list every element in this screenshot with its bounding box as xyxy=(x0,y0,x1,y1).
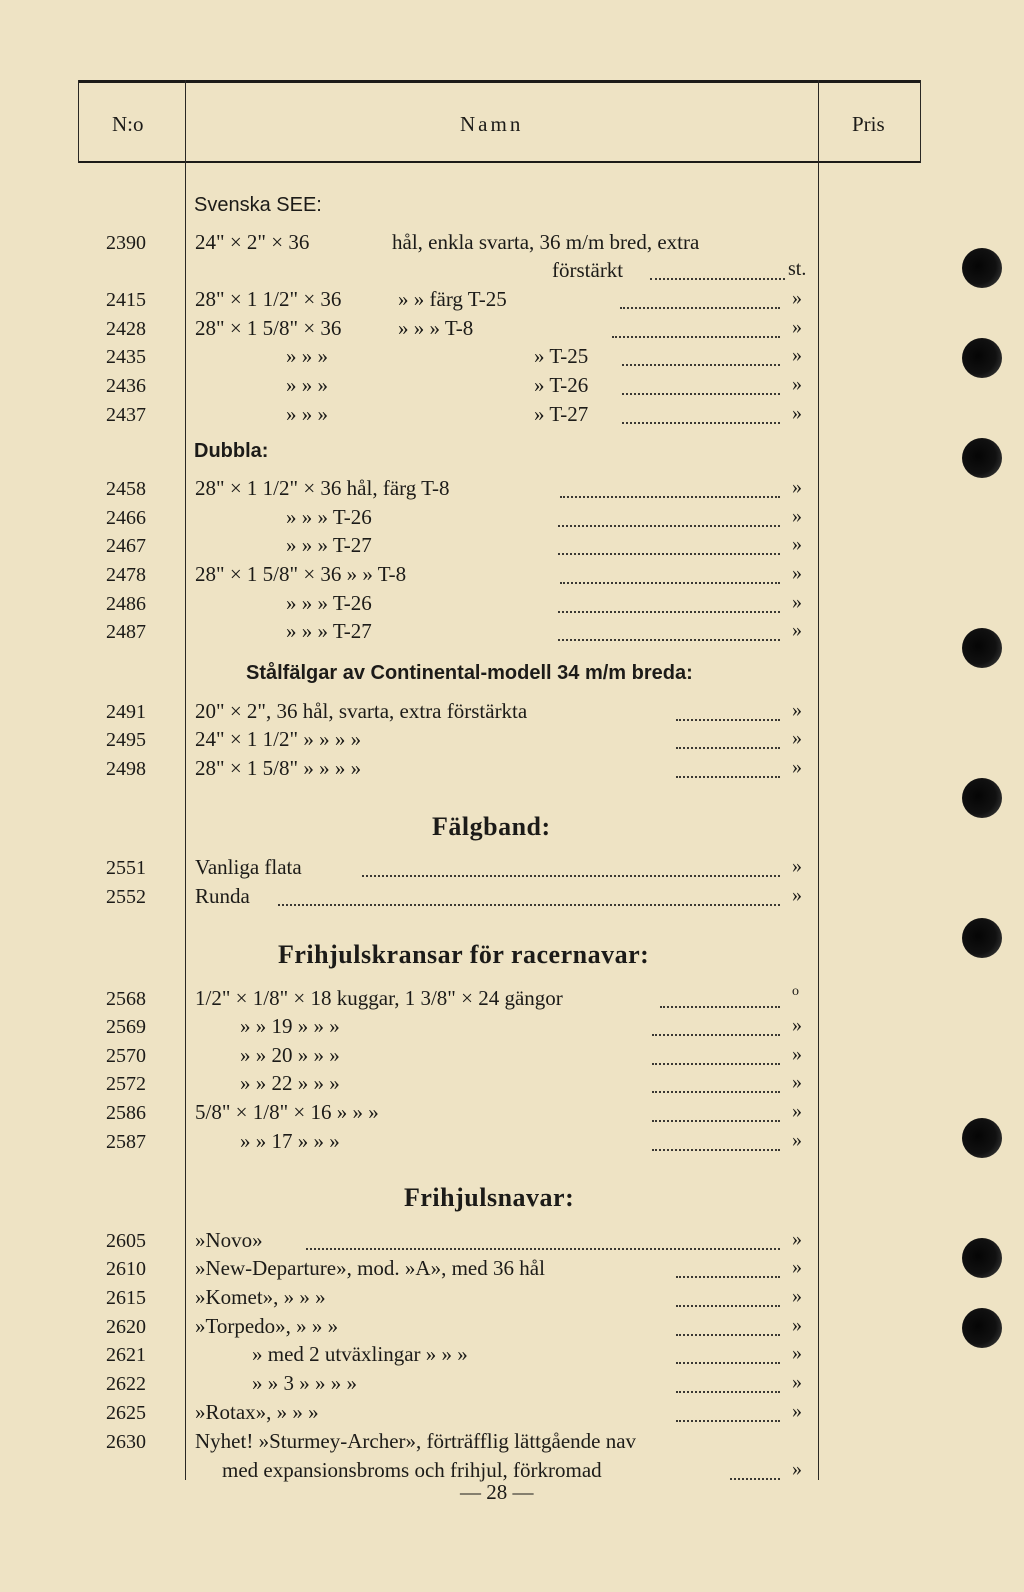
col-line-name xyxy=(818,80,819,1480)
leader-dots xyxy=(676,1418,780,1422)
item-price: » xyxy=(792,402,802,424)
item-number: 2436 xyxy=(106,375,146,397)
item-desc: » » » T-8 xyxy=(398,316,474,340)
leader-dots xyxy=(558,523,780,527)
col-line-right xyxy=(920,80,921,163)
section-falgband: Fälgband: xyxy=(432,812,551,841)
item-price: » xyxy=(792,884,802,906)
leader-dots xyxy=(558,551,780,555)
section-frihjulskransar: Frihjulskransar för racernavar: xyxy=(278,940,650,969)
leader-dots xyxy=(622,391,780,395)
item-name: »Rotax», » » » xyxy=(195,1400,319,1424)
item-price: » xyxy=(792,1256,802,1278)
item-name: » » » T-27 xyxy=(286,533,372,557)
item-price: » xyxy=(792,505,802,527)
item-name: » » » T-26 xyxy=(286,505,372,529)
item-desc: » T-25 xyxy=(534,344,589,368)
punch-hole xyxy=(962,1308,1002,1348)
leader-dots xyxy=(676,1274,780,1278)
leader-dots xyxy=(676,774,780,778)
punch-hole xyxy=(962,248,1002,288)
item-price: » xyxy=(792,316,802,338)
header-price: Pris xyxy=(852,112,885,136)
item-number: 2625 xyxy=(106,1402,146,1424)
item-name: 1/2" × 1/8" × 18 kuggar, 1 3/8" × 24 gängor xyxy=(195,986,563,1010)
leader-dots xyxy=(676,1332,780,1336)
leader-dots xyxy=(560,494,780,498)
leader-dots xyxy=(362,873,780,877)
item-price: » xyxy=(792,476,802,498)
item-desc: » T-27 xyxy=(534,402,589,426)
leader-dots xyxy=(278,902,780,906)
item-number: 2610 xyxy=(106,1258,146,1280)
item-name: 28" × 1 1/2" × 36 hål, färg T-8 xyxy=(195,476,450,500)
col-line-no xyxy=(185,80,186,1480)
item-name: » » 22 » » » xyxy=(240,1071,340,1095)
item-number: 2569 xyxy=(106,1016,146,1038)
item-desc: » » färg T-25 xyxy=(398,287,507,311)
item-number: 2491 xyxy=(106,701,146,723)
leader-dots xyxy=(676,745,780,749)
item-number: 2620 xyxy=(106,1316,146,1338)
leader-dots xyxy=(558,609,780,613)
leader-dots xyxy=(560,580,780,584)
item-number: 2586 xyxy=(106,1102,146,1124)
item-price: » xyxy=(792,1100,802,1122)
item-price: o xyxy=(792,984,799,999)
item-name: » » » T-27 xyxy=(286,619,372,643)
item-name: 28" × 1 5/8" × 36 » » T-8 xyxy=(195,562,407,586)
leader-dots xyxy=(652,1032,780,1036)
punch-hole xyxy=(962,1118,1002,1158)
item-price: » xyxy=(792,1129,802,1151)
item-price: » xyxy=(792,1314,802,1336)
item-price: » xyxy=(792,1400,802,1422)
item-name: » » » T-26 xyxy=(286,591,372,615)
punch-hole xyxy=(962,628,1002,668)
leader-dots xyxy=(730,1476,780,1480)
item-desc-cont: förstärkt xyxy=(552,258,624,282)
item-name: » » 17 » » » xyxy=(240,1129,340,1153)
section-dubbla: Dubbla: xyxy=(194,440,269,462)
top-rule xyxy=(78,80,920,83)
item-number: 2478 xyxy=(106,564,146,586)
item-price: » xyxy=(792,1342,802,1364)
item-name: » » » xyxy=(286,344,328,368)
item-name: »Novo» xyxy=(195,1228,263,1252)
item-price: » xyxy=(792,756,802,778)
item-name: 24" × 1 1/2" » » » » xyxy=(195,727,362,751)
header-rule xyxy=(78,161,920,163)
item-name: » » 19 » » » xyxy=(240,1014,340,1038)
header-name: Namn xyxy=(460,112,524,136)
section-svenska: Svenska SEE: xyxy=(194,194,322,216)
item-number: 2621 xyxy=(106,1344,146,1366)
item-number: 2435 xyxy=(106,346,146,368)
item-name: » » » xyxy=(286,402,328,426)
leader-dots xyxy=(652,1147,780,1151)
item-price: » xyxy=(792,1043,802,1065)
punch-hole xyxy=(962,1238,1002,1278)
item-price: » xyxy=(792,533,802,555)
item-number: 2615 xyxy=(106,1287,146,1309)
item-number: 2458 xyxy=(106,478,146,500)
item-number: 2466 xyxy=(106,507,146,529)
leader-dots xyxy=(558,637,780,641)
item-number: 2467 xyxy=(106,535,146,557)
item-number: 2390 xyxy=(106,232,146,254)
item-name: Vanliga flata xyxy=(195,855,302,879)
leader-dots xyxy=(676,1303,780,1307)
item-number: 2630 xyxy=(106,1431,146,1453)
leader-dots xyxy=(652,1089,780,1093)
item-name: » » » xyxy=(286,373,328,397)
item-name: 24" × 2" × 36 xyxy=(195,230,310,254)
item-name: Nyhet! »Sturmey-Archer», förträfflig lättgående nav xyxy=(195,1429,637,1453)
item-price: » xyxy=(792,1071,802,1093)
leader-dots xyxy=(622,362,780,366)
item-number: 2622 xyxy=(106,1373,146,1395)
leader-dots xyxy=(306,1246,780,1250)
item-price: » xyxy=(792,727,802,749)
item-number: 2551 xyxy=(106,857,146,879)
item-desc: » T-26 xyxy=(534,373,589,397)
leader-dots xyxy=(660,1004,780,1008)
item-number: 2568 xyxy=(106,988,146,1010)
item-price: » xyxy=(792,373,802,395)
header-no: N:o xyxy=(112,112,144,136)
item-price: » xyxy=(792,287,802,309)
item-price: » xyxy=(792,1371,802,1393)
col-line-left xyxy=(78,80,79,163)
item-desc: hål, enkla svarta, 36 m/m bred, extra xyxy=(392,230,700,254)
leader-dots xyxy=(676,1389,780,1393)
item-name: » » 3 » » » » xyxy=(252,1371,357,1395)
item-number: 2428 xyxy=(106,318,146,340)
section-stalfalgar: Stålfälgar av Continental-modell 34 m/m breda: xyxy=(246,662,693,684)
punch-hole xyxy=(962,438,1002,478)
punch-hole xyxy=(962,778,1002,818)
item-name: »Torpedo», » » » xyxy=(195,1314,339,1338)
leader-dots xyxy=(652,1061,780,1065)
item-number: 2437 xyxy=(106,404,146,426)
item-name: 28" × 1 5/8" » » » » xyxy=(195,756,362,780)
item-number: 2572 xyxy=(106,1073,146,1095)
item-name: 5/8" × 1/8" × 16 » » » xyxy=(195,1100,379,1124)
page-number: — 28 — xyxy=(460,1480,534,1504)
item-name: 28" × 1 1/2" × 36 xyxy=(195,287,342,311)
item-name: Runda xyxy=(195,884,250,908)
item-number: 2605 xyxy=(106,1230,146,1252)
item-price: » xyxy=(792,1228,802,1250)
item-price: » xyxy=(792,1014,802,1036)
item-number: 2587 xyxy=(106,1131,146,1153)
item-number: 2487 xyxy=(106,621,146,643)
item-price: » xyxy=(792,562,802,584)
item-name: »New-Departure», mod. »A», med 36 hål xyxy=(195,1256,545,1280)
item-name: 20" × 2", 36 hål, svarta, extra förstärkta xyxy=(195,699,528,723)
leader-dots xyxy=(676,717,780,721)
leader-dots xyxy=(620,305,780,309)
item-number: 2415 xyxy=(106,289,146,311)
leader-dots xyxy=(612,334,780,338)
item-number: 2570 xyxy=(106,1045,146,1067)
item-price: » xyxy=(792,855,802,877)
item-number: 2552 xyxy=(106,886,146,908)
section-frihjulsnavar: Frihjulsnavar: xyxy=(404,1183,575,1212)
item-name: » » 20 » » » xyxy=(240,1043,340,1067)
item-name: 28" × 1 5/8" × 36 xyxy=(195,316,342,340)
leader-dots xyxy=(676,1360,780,1364)
punch-hole xyxy=(962,918,1002,958)
item-price: » xyxy=(792,619,802,641)
item-price: » xyxy=(792,699,802,721)
leader-dots xyxy=(622,420,780,424)
item-name-cont: med expansionsbroms och frihjul, förkromad xyxy=(222,1458,602,1482)
item-name: »Komet», » » » xyxy=(195,1285,326,1309)
item-price: st. xyxy=(788,258,807,280)
leader-dots xyxy=(650,276,785,280)
item-price: » xyxy=(792,1458,802,1480)
item-price: » xyxy=(792,344,802,366)
punch-hole xyxy=(962,338,1002,378)
leader-dots xyxy=(652,1118,780,1122)
item-number: 2495 xyxy=(106,729,146,751)
item-price: » xyxy=(792,1285,802,1307)
item-number: 2486 xyxy=(106,593,146,615)
item-price: » xyxy=(792,591,802,613)
item-name: » med 2 utväxlingar » » » xyxy=(252,1342,468,1366)
item-number: 2498 xyxy=(106,758,146,780)
